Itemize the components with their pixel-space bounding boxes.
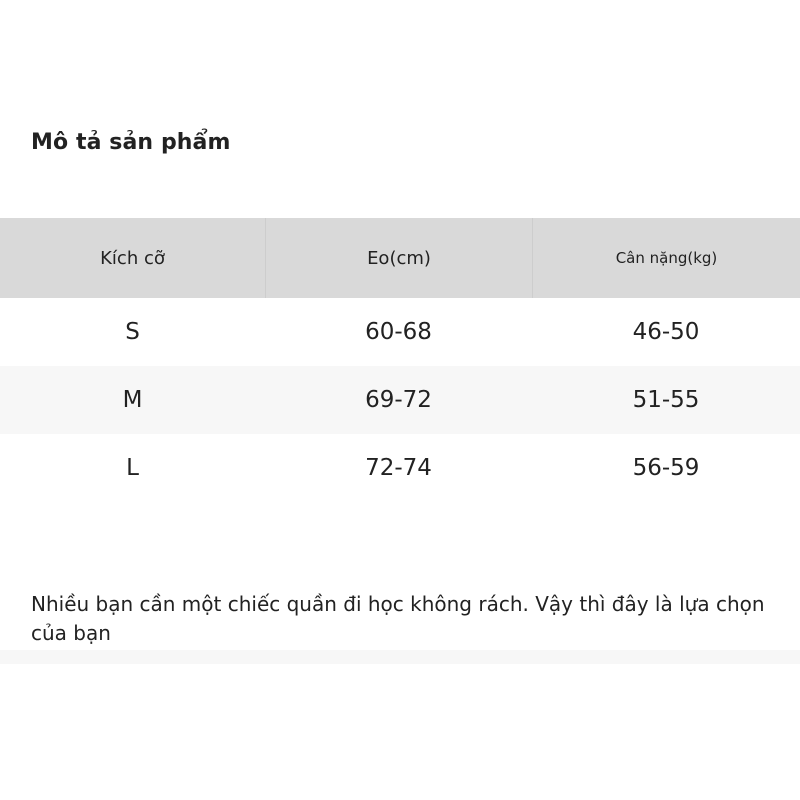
cell-waist: 72-74 (365, 455, 432, 481)
section-divider (0, 650, 800, 664)
header-waist: Eo(cm) (265, 218, 532, 298)
header-weight: Cân nặng(kg) (532, 218, 800, 298)
cell-weight: 46-50 (632, 319, 700, 345)
table-row (0, 298, 800, 366)
cell-size: M (122, 387, 143, 413)
product-description: Nhiều bạn cần một chiếc quần đi học không rách. Vậy thì đây là lựa chọn của bạn (31, 592, 765, 645)
cell-weight: 51-55 (632, 387, 700, 413)
cell-size: L (126, 455, 139, 481)
table-row (0, 366, 800, 434)
cell-waist: 60-68 (365, 319, 432, 345)
cell-weight: 56-59 (632, 455, 700, 481)
header-size: Kích cỡ (100, 247, 165, 269)
table-header (0, 218, 800, 298)
table-row (0, 434, 800, 502)
cell-size: S (125, 319, 140, 345)
size-table (0, 218, 800, 502)
page-title: Mô tả sản phẩm (31, 130, 231, 155)
cell-waist: 69-72 (365, 387, 432, 413)
